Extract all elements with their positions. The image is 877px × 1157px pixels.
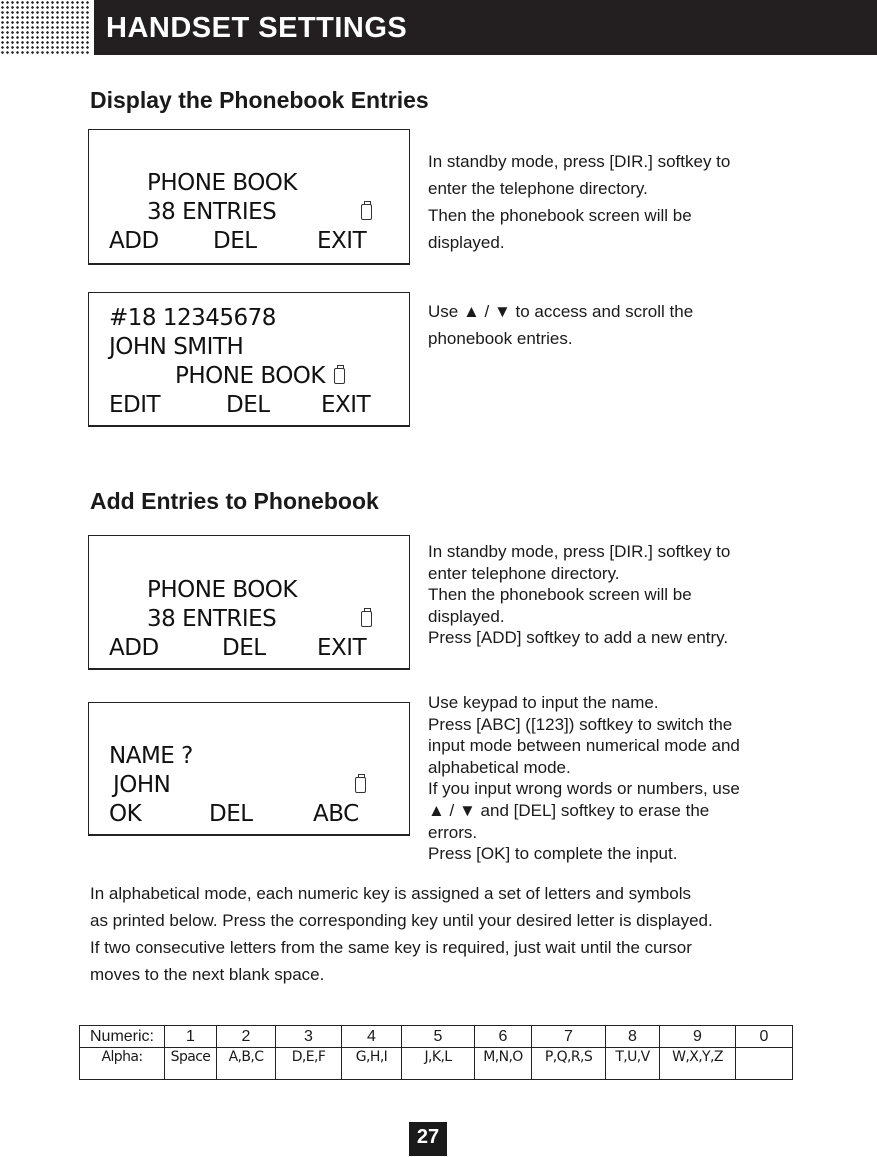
paragraph-line: as printed below. Press the corresponding key until your desired letter is displayed.	[90, 911, 713, 930]
softkey-label: ADD	[109, 228, 159, 254]
paragraph-line: If two consecutive letters from the same key is required, just wait until the cursor	[90, 938, 692, 957]
table-header-cell: Alpha:	[80, 1048, 165, 1080]
softkey-label: EDIT	[109, 392, 161, 418]
table-cell: D,E,F	[276, 1048, 342, 1080]
paragraph-line: moves to the next blank space.	[90, 965, 325, 984]
lcd-line: JOHN SMITH	[109, 334, 244, 360]
description-line: Then the phonebook screen will be	[428, 585, 692, 604]
description-line: displayed.	[428, 233, 505, 252]
table-cell: Space	[165, 1048, 217, 1080]
description-line: Use keypad to input the name.	[428, 693, 659, 712]
description-line: phonebook entries.	[428, 329, 573, 348]
lcd-screen-phonebook	[88, 129, 410, 265]
table-cell: 2	[217, 1026, 276, 1048]
softkey-label: DEL	[213, 228, 257, 254]
lcd-screen-phonebook	[88, 535, 410, 670]
lcd-line: NAME ?	[109, 743, 193, 769]
description-block	[428, 148, 730, 256]
header-bar	[94, 0, 877, 55]
table-cell: 1	[165, 1026, 217, 1048]
description-block	[428, 692, 740, 865]
description-line: Press [ADD] softkey to add a new entry.	[428, 628, 729, 647]
description-line: In standby mode, press [DIR.] softkey to	[428, 542, 731, 561]
table-cell: P,Q,R,S	[532, 1048, 606, 1080]
table-header-cell: Numeric:	[80, 1026, 165, 1048]
table-cell: M,N,O	[475, 1048, 532, 1080]
description-line: enter telephone directory.	[428, 563, 620, 583]
table-cell: J,K,L	[402, 1048, 475, 1080]
softkey-label: EXIT	[317, 228, 367, 254]
lcd-line: PHONE BOOK	[147, 170, 297, 196]
description-line: ▲ / ▼ and [DEL] softkey to erase the	[428, 800, 710, 820]
table-cell: 6	[475, 1026, 532, 1048]
lcd-screen-name-input	[88, 702, 410, 836]
table-cell: 4	[342, 1026, 402, 1048]
lcd-line: JOHN	[113, 772, 171, 798]
description-line: Press [OK] to complete the input.	[428, 844, 678, 864]
softkey-label: DEL	[226, 392, 270, 418]
table-cell: 3	[276, 1026, 342, 1048]
description-line: Then the phonebook screen will be	[428, 206, 692, 225]
table-cell: A,B,C	[217, 1048, 276, 1080]
table-cell: W,X,Y,Z	[660, 1048, 736, 1080]
softkey-label: DEL	[222, 635, 266, 661]
alphabetical-mode-paragraph	[90, 880, 713, 988]
paragraph-line: In alphabetical mode, each numeric key is assigned a set of letters and symbols	[90, 884, 691, 903]
description-line: If you input wrong words or numbers, use	[428, 779, 740, 799]
table-cell: T,U,V	[606, 1048, 660, 1080]
description-line: In standby mode, press [DIR.] softkey to	[428, 152, 731, 171]
description-line: alphabetical mode.	[428, 757, 571, 777]
alpha-row	[80, 1048, 793, 1080]
description-line: errors.	[428, 822, 478, 842]
lcd-line: #18 12345678	[109, 305, 276, 331]
softkey-label: OK	[109, 801, 142, 827]
table-cell: 0	[736, 1026, 793, 1048]
description-line: Press [ABC] ([123]) softkey to switch the	[428, 714, 733, 734]
lcd-screen-entry	[88, 292, 410, 427]
header-pattern-decoration	[0, 0, 90, 55]
softkey-label: EXIT	[321, 392, 371, 418]
table-cell: 7	[532, 1026, 606, 1048]
description-block	[428, 541, 730, 649]
keypad-letter-table	[79, 1025, 793, 1080]
description-line: enter the telephone directory.	[428, 179, 648, 198]
page-header	[0, 0, 877, 55]
lcd-line: 38 ENTRIES	[147, 606, 277, 632]
description-block	[428, 298, 693, 352]
page-number: 27	[409, 1122, 447, 1156]
description-line: input mode between numerical mode and	[428, 736, 740, 756]
lcd-line: PHONE BOOK	[147, 577, 297, 603]
table-cell: 5	[402, 1026, 475, 1048]
battery-icon	[355, 777, 366, 793]
battery-icon	[361, 204, 372, 220]
softkey-label: ADD	[109, 635, 159, 661]
section-title-add: Add Entries to Phonebook	[90, 488, 379, 514]
lcd-line: PHONE BOOK	[175, 363, 325, 389]
numeric-row	[80, 1026, 793, 1048]
table-cell	[736, 1048, 793, 1080]
softkey-label: EXIT	[317, 635, 367, 661]
softkey-label: DEL	[209, 801, 253, 827]
description-line: displayed.	[428, 606, 505, 626]
lcd-line: 38 ENTRIES	[147, 199, 277, 225]
table-cell: G,H,I	[342, 1048, 402, 1080]
table-cell: 8	[606, 1026, 660, 1048]
description-line: Use ▲ / ▼ to access and scroll the	[428, 302, 694, 321]
battery-icon	[361, 611, 372, 627]
battery-icon	[334, 368, 345, 384]
page-title: HANDSET SETTINGS	[106, 12, 408, 44]
section-title-display: Display the Phonebook Entries	[90, 87, 429, 113]
table-cell: 9	[660, 1026, 736, 1048]
softkey-label: ABC	[313, 801, 359, 827]
